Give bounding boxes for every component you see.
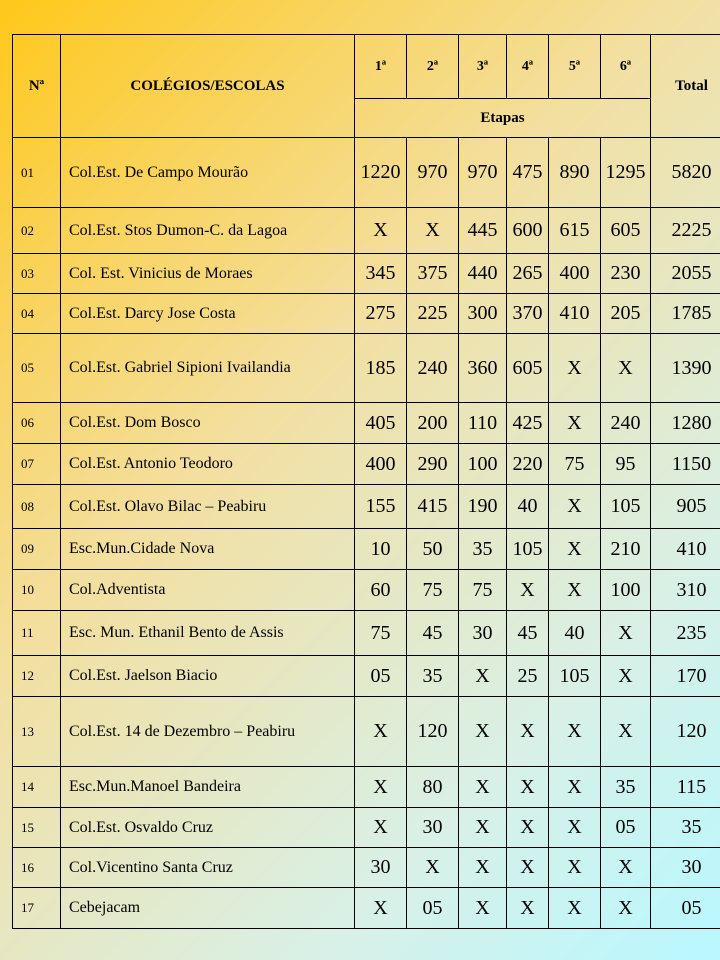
stage-3-value: 75 (459, 570, 507, 611)
stage-3-value: 300 (459, 294, 507, 334)
stage-2-value: 375 (407, 254, 459, 294)
stage-3-value: X (459, 656, 507, 697)
total-value: 1785 (651, 294, 720, 334)
school-name: Esc.Mun.Manoel Bandeira (61, 767, 355, 808)
header-stage-1: 1ª (355, 35, 407, 99)
table-row (13, 529, 720, 570)
stage-5-value: X (549, 485, 601, 529)
stage-6-value: X (601, 848, 651, 888)
header-stage-6: 6ª (601, 35, 651, 99)
stage-4-value: 425 (507, 403, 549, 444)
total-value: 5820 (651, 138, 720, 208)
stage-5-value: X (549, 334, 601, 403)
stage-6-value: 605 (601, 208, 651, 254)
stage-2-value: X (407, 208, 459, 254)
row-number: 05 (13, 334, 61, 403)
table-row (13, 254, 720, 294)
total-value: 1390 (651, 334, 720, 403)
stage-5-value: X (549, 888, 601, 929)
stage-2-value: 30 (407, 808, 459, 848)
total-value: 2225 (651, 208, 720, 254)
stage-4-value: 475 (507, 138, 549, 208)
school-name: Col.Est. Antonio Teodoro (61, 444, 355, 485)
row-number: 06 (13, 403, 61, 444)
stage-1-value: X (355, 808, 407, 848)
stage-6-value: X (601, 611, 651, 656)
stage-6-value: 95 (601, 444, 651, 485)
table-row (13, 767, 720, 808)
stage-3-value: X (459, 697, 507, 767)
stage-6-value: 210 (601, 529, 651, 570)
school-name: Col.Est. Olavo Bilac – Peabiru (61, 485, 355, 529)
school-name: Esc.Mun.Cidade Nova (61, 529, 355, 570)
row-number: 16 (13, 848, 61, 888)
schools-table (12, 34, 720, 929)
stage-4-value: 370 (507, 294, 549, 334)
total-value: 120 (651, 697, 720, 767)
table-row (13, 808, 720, 848)
stage-5-value: X (549, 403, 601, 444)
stage-2-value: 50 (407, 529, 459, 570)
stage-4-value: X (507, 808, 549, 848)
school-name: Col.Est. Jaelson Biacio (61, 656, 355, 697)
table-row (13, 611, 720, 656)
stage-2-value: 35 (407, 656, 459, 697)
row-number: 07 (13, 444, 61, 485)
stage-1-value: 345 (355, 254, 407, 294)
table-row (13, 697, 720, 767)
stage-5-value: 75 (549, 444, 601, 485)
school-name: Col.Est. Gabriel Sipioni Ivailandia (61, 334, 355, 403)
stage-3-value: 100 (459, 444, 507, 485)
stage-4-value: 25 (507, 656, 549, 697)
stage-6-value: X (601, 697, 651, 767)
row-number: 12 (13, 656, 61, 697)
stage-5-value: X (549, 848, 601, 888)
table-row (13, 485, 720, 529)
stage-6-value: X (601, 656, 651, 697)
stage-1-value: 1220 (355, 138, 407, 208)
school-name: Cebejacam (61, 888, 355, 929)
table-row (13, 334, 720, 403)
total-value: 235 (651, 611, 720, 656)
total-value: 170 (651, 656, 720, 697)
stage-2-value: 200 (407, 403, 459, 444)
row-number: 10 (13, 570, 61, 611)
stage-3-value: 445 (459, 208, 507, 254)
stage-4-value: X (507, 570, 549, 611)
stage-4-value: X (507, 888, 549, 929)
total-value: 1280 (651, 403, 720, 444)
row-number: 11 (13, 611, 61, 656)
stage-3-value: X (459, 808, 507, 848)
table-row (13, 848, 720, 888)
stage-1-value: X (355, 888, 407, 929)
stage-6-value: 35 (601, 767, 651, 808)
stage-3-value: 440 (459, 254, 507, 294)
header-row (13, 35, 720, 99)
stage-1-value: 05 (355, 656, 407, 697)
table-row (13, 888, 720, 929)
stage-4-value: 220 (507, 444, 549, 485)
table-row (13, 656, 720, 697)
stage-2-value: 415 (407, 485, 459, 529)
stage-2-value: X (407, 848, 459, 888)
stage-2-value: 225 (407, 294, 459, 334)
total-value: 2055 (651, 254, 720, 294)
stage-6-value: 230 (601, 254, 651, 294)
stage-5-value: X (549, 529, 601, 570)
stage-1-value: 400 (355, 444, 407, 485)
stage-2-value: 290 (407, 444, 459, 485)
school-name: Col.Est. 14 de Dezembro – Peabiru (61, 697, 355, 767)
stage-1-value: 10 (355, 529, 407, 570)
stage-6-value: 05 (601, 808, 651, 848)
stage-6-value: 1295 (601, 138, 651, 208)
row-number: 03 (13, 254, 61, 294)
stage-3-value: X (459, 888, 507, 929)
stage-3-value: 360 (459, 334, 507, 403)
stage-2-value: 970 (407, 138, 459, 208)
stage-1-value: X (355, 697, 407, 767)
school-name: Esc. Mun. Ethanil Bento de Assis (61, 611, 355, 656)
stage-5-value: X (549, 808, 601, 848)
stage-5-value: 40 (549, 611, 601, 656)
stage-4-value: 45 (507, 611, 549, 656)
total-value: 35 (651, 808, 720, 848)
row-number: 09 (13, 529, 61, 570)
stage-1-value: X (355, 208, 407, 254)
row-number: 08 (13, 485, 61, 529)
stage-4-value: 40 (507, 485, 549, 529)
school-name: Col.Adventista (61, 570, 355, 611)
total-value: 410 (651, 529, 720, 570)
row-number: 13 (13, 697, 61, 767)
stage-6-value: X (601, 334, 651, 403)
stage-1-value: 405 (355, 403, 407, 444)
stage-2-value: 240 (407, 334, 459, 403)
stage-5-value: X (549, 697, 601, 767)
row-number: 15 (13, 808, 61, 848)
stage-1-value: 60 (355, 570, 407, 611)
stage-6-value: 100 (601, 570, 651, 611)
table-body (13, 138, 720, 929)
school-name: Col.Est. Darcy Jose Costa (61, 294, 355, 334)
school-name: Col. Est. Vinicius de Moraes (61, 254, 355, 294)
stage-3-value: 110 (459, 403, 507, 444)
stage-3-value: X (459, 848, 507, 888)
stage-3-value: 35 (459, 529, 507, 570)
stage-3-value: 30 (459, 611, 507, 656)
table-row (13, 570, 720, 611)
stage-1-value: 30 (355, 848, 407, 888)
table-row (13, 138, 720, 208)
header-stage-3: 3ª (459, 35, 507, 99)
header-total: Total (651, 35, 720, 138)
header-num: Nª (13, 35, 61, 138)
stage-4-value: 605 (507, 334, 549, 403)
row-number: 01 (13, 138, 61, 208)
school-name: Col.Vicentino Santa Cruz (61, 848, 355, 888)
header-stage-2: 2ª (407, 35, 459, 99)
stage-6-value: X (601, 888, 651, 929)
row-number: 04 (13, 294, 61, 334)
stage-5-value: 615 (549, 208, 601, 254)
total-value: 05 (651, 888, 720, 929)
school-name: Col.Est. De Campo Mourão (61, 138, 355, 208)
stage-2-value: 05 (407, 888, 459, 929)
stage-4-value: X (507, 767, 549, 808)
stage-1-value: 75 (355, 611, 407, 656)
stage-5-value: 890 (549, 138, 601, 208)
stage-4-value: X (507, 848, 549, 888)
stage-1-value: 185 (355, 334, 407, 403)
header-school: COLÉGIOS/ESCOLAS (61, 35, 355, 138)
stage-4-value: 600 (507, 208, 549, 254)
row-number: 02 (13, 208, 61, 254)
stage-6-value: 205 (601, 294, 651, 334)
stage-2-value: 75 (407, 570, 459, 611)
stage-1-value: 275 (355, 294, 407, 334)
stage-6-value: 105 (601, 485, 651, 529)
stage-4-value: X (507, 697, 549, 767)
stage-5-value: 400 (549, 254, 601, 294)
total-value: 1150 (651, 444, 720, 485)
header-stage-5: 5ª (549, 35, 601, 99)
total-value: 310 (651, 570, 720, 611)
stage-6-value: 240 (601, 403, 651, 444)
row-number: 14 (13, 767, 61, 808)
stage-3-value: X (459, 767, 507, 808)
stage-2-value: 45 (407, 611, 459, 656)
header-stages-label: Etapas (355, 99, 651, 138)
stage-5-value: X (549, 767, 601, 808)
row-number: 17 (13, 888, 61, 929)
school-name: Col.Est. Osvaldo Cruz (61, 808, 355, 848)
stage-2-value: 80 (407, 767, 459, 808)
stage-3-value: 190 (459, 485, 507, 529)
stage-4-value: 265 (507, 254, 549, 294)
table-row (13, 208, 720, 254)
table-row (13, 444, 720, 485)
stage-5-value: X (549, 570, 601, 611)
table-row (13, 294, 720, 334)
stage-1-value: X (355, 767, 407, 808)
stage-3-value: 970 (459, 138, 507, 208)
stage-2-value: 120 (407, 697, 459, 767)
table-row (13, 403, 720, 444)
stage-5-value: 105 (549, 656, 601, 697)
stage-4-value: 105 (507, 529, 549, 570)
school-name: Col.Est. Stos Dumon-C. da Lagoa (61, 208, 355, 254)
stage-1-value: 155 (355, 485, 407, 529)
total-value: 30 (651, 848, 720, 888)
school-name: Col.Est. Dom Bosco (61, 403, 355, 444)
stage-5-value: 410 (549, 294, 601, 334)
total-value: 115 (651, 767, 720, 808)
total-value: 905 (651, 485, 720, 529)
header-stage-4: 4ª (507, 35, 549, 99)
